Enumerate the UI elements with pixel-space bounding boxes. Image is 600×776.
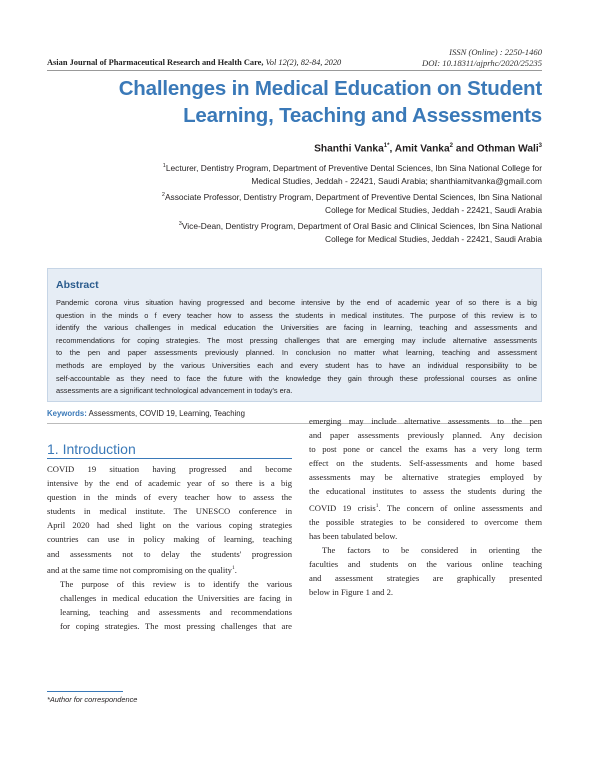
author-3: and Othman Wali	[453, 143, 539, 155]
abstract-line: Pandemic corona virus situation having progressed and become intensive by the end of academic year of so there is a big	[56, 298, 537, 307]
author-2-mark: 2	[449, 143, 453, 149]
affiliation-3-cont: College for Medical Studies, Jeddah - 22421, Saudi Arabia	[325, 234, 542, 245]
abstract-line: identify the various challenges in medical education the Universities are facing in learning, teaching and assessments and	[56, 323, 537, 333]
paper-title	[72, 75, 542, 129]
title-line-1: Challenges in Medical Education on Student	[118, 77, 542, 100]
keywords	[47, 409, 245, 418]
abstract-text	[56, 297, 537, 398]
abstract-line: assessments are a significant technological advancement in today's era.	[56, 386, 293, 396]
affiliation-2-cont: College for Medical Studies, Jeddah - 22421, Saudi Arabia	[325, 205, 542, 216]
author-1: Shanthi Vanka	[314, 143, 384, 155]
abstract-box	[47, 268, 542, 402]
citation-mark: 1	[375, 502, 379, 509]
author-1-mark: 1*	[383, 143, 390, 149]
author-2: , Amit Vanka	[389, 143, 450, 155]
affiliations	[72, 160, 542, 247]
journal-name: Asian Journal of Pharmaceutical Research and Health Care,	[47, 58, 264, 67]
left-column	[47, 462, 292, 633]
affiliation-1-cont: Medical Studies, Jeddah - 22421, Saudi Arabia; shanthiamitvanka@gmail.com	[251, 176, 542, 187]
paragraph: COVID 19 situation having progressed and become intensive by the end of academic year of so there is a big question in the minds of every teacher how to assess the students in medical institute. The UNESCO conference in April 2020 had shed light on the various coping strategies countries can use in policy making of learning, teaching and assessments not to delay the students' progression and at the same time not compromising on the quality$^1$.	[47, 464, 292, 575]
affiliation-2: $^2$Associate Professor, Dentistry Program, Department of Preventive Dental Sciences, Ibn Sina National	[161, 191, 542, 202]
keywords-label: Keywords:	[47, 409, 87, 418]
issn: ISSN (Online) : 2250-1460	[449, 47, 542, 57]
correspondence-footnote: *Author for correspondence	[47, 695, 138, 704]
header-divider	[47, 70, 542, 71]
doi: DOI: 10.18311/ajprhc/2020/25235	[422, 58, 542, 68]
journal-volume: Vol 12(2), 82-84, 2020	[265, 58, 342, 67]
abstract-line: methods are employed by the various Universities each and every student has to have an individual responsibility to be	[56, 360, 537, 370]
affiliation-1: $^1$Lecturer, Dentistry Program, Department of Preventive Dental Sciences, Ibn Sina National College for	[162, 162, 542, 173]
keywords-text: Assessments, COVID 19, Learning, Teaching	[88, 409, 245, 418]
paragraph: The factors to be considered in orienting the faculties and students on the various online teaching and assessment strategies are graphically presented below in Figure 1 and 2.	[309, 544, 542, 597]
abstract-line: recommendations for coping strategies. The most pressing challenges that are emerging may include alternative assessments	[56, 335, 537, 345]
author-3-mark: 3	[538, 143, 542, 149]
citation-mark: 1	[231, 564, 235, 571]
abstract-line: question in the minds o f every teacher how to assess the students in medical institutes. The purpose of this review is to	[56, 310, 537, 320]
title-line-2: Learning, Teaching and Assessments	[183, 104, 542, 127]
abstract-heading: Abstract	[56, 279, 99, 291]
issn-doi-block	[422, 47, 542, 69]
section-heading-introduction: 1. Introduction	[47, 441, 292, 459]
affiliation-3: $^3$Vice-Dean, Dentistry Program, Department of Oral Basic and Clinical Sciences, Ibn Sina National	[178, 220, 542, 231]
paragraph: The purpose of this review is to identify the various challenges in medical education the Universities are facing in learning, teaching and assessments and recommendations for coping strategies. The most pressing challenges that are	[60, 578, 292, 631]
abstract-line: self-accountable as they need to face the future with the knowledge they gain through these professional courses as online	[56, 373, 537, 383]
abstract-line: to the pen and paper assessments previously planned. In conclusion no matter what learning, teaching and assessment	[56, 348, 537, 358]
journal-citation	[47, 58, 341, 67]
footnote-divider	[47, 691, 123, 692]
right-column	[309, 414, 542, 599]
author-list	[314, 143, 542, 154]
paragraph: emerging may include alternative assessments to the pen and paper assessments previously planned. Any decision to post pone or cancel the exams has a very long term effect on the students. Self-assessments and home based assessments may be alternative strategies employed by the educational institutes to assess the students during the COVID 19 crisis$^1$. The concern of online assessments and the possible strategies to be considered to overcome them has been tabulated below.	[309, 416, 542, 541]
